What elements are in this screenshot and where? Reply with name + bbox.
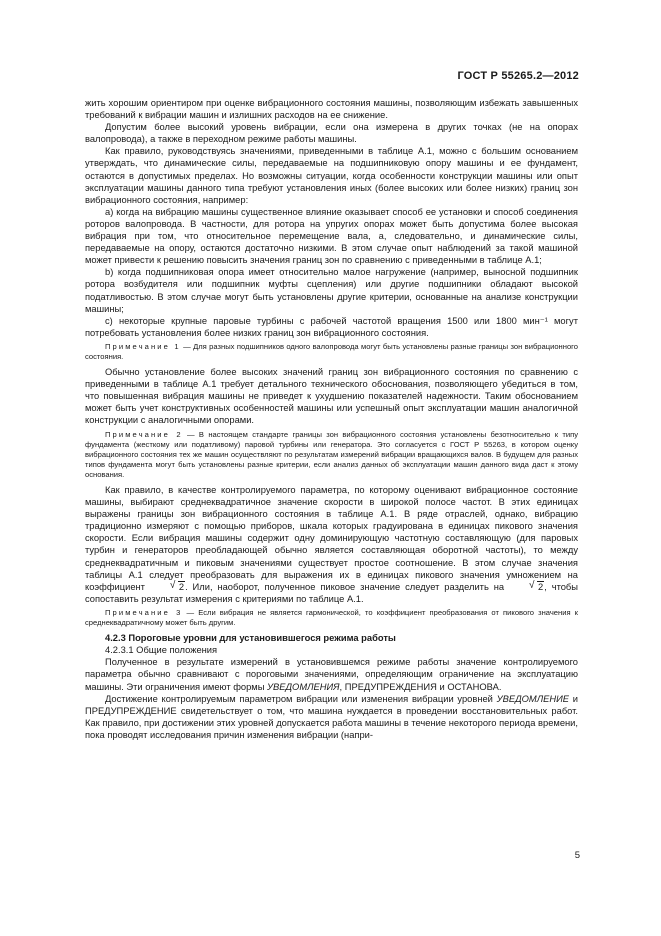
paragraph-text: Как правило, в качестве контролируемого параметра, по которому оценивают вибрационное состояние машины, выбирают среднеквадратичное значение скорости в широкой полосе частот. В этих единицах выражены границы зон вибрационного состояния в таблице А.1. В ряде отраслей, однако, вибрацию традиционно измеряют с помощью приборов, шкала которых градуирована в единицах пикового значения скорости. Если вибрация машины содержит одну доминирующую частотную составляющую (для паровых турбин и генераторов преобладающей обычно является составляющая оборотной частоты), то между среднеквадратичным и пиковым значениями существует простое соотношение. В этом случае значения таблицы А.1 следует преобразовать для выражения их в единицах пикового значения умножением на коэффициент	[85, 485, 578, 592]
paragraph-text: и	[436, 681, 448, 692]
sqrt-argument: 2	[178, 581, 185, 592]
paragraph-text: .	[498, 681, 502, 692]
paragraph: Обычно установление более высоких значений границ зон вибрационного состояния по сравнению с приведенными в таблице А.1 требует детального технического обоснования, позволяющего убедиться в том, что повышенная вибрация машины не приведет к ухудшению показателей надежности. Таким обоснованием может быть учет конструктивных особенностей машины или успешный опыт эксплуатации машин аналогичной конструкции с аналогичными опорами.	[85, 367, 578, 426]
sqrt-argument: 2	[538, 581, 544, 592]
list-item: с) некоторые крупные паровые турбины с рабочей частотой вращения 1500 или 1800 мин⁻¹ могут потребовать установления более низких границ зон вибрационного состояния.	[85, 315, 578, 338]
note-label: Примечание 3	[105, 607, 183, 617]
note	[85, 430, 578, 480]
paragraph-text: свидетельствует о том, что машина нуждается в проведении восстановительных работ. Как правило, при достижении этих уровней допускается работа машины в течение некоторого периода времени, пока проводят исследования причин изменения вибрации (напри-	[85, 705, 578, 740]
sqrt-symbol	[509, 581, 544, 593]
list-item: b) когда подшипниковая опора имеет относительно малое нагружение (например, выносной подшипник ротора возбудителя или подшипник муфты сцепления) или другие подшипники обладают высокой податливостью. В этом случае могут быть установлены другие критерии, основанные на анализе конструкции машины;	[85, 267, 578, 314]
paragraph-text: . Или, наоборот, полученное пиковое значение следует разделить на	[185, 581, 509, 592]
term-warning: ПРЕДУПРЕЖДЕНИЯ	[344, 681, 437, 692]
paragraph: Допустим более высокий уровень вибрации, если она измерена в других точках (не на опорах валопровода), а также в переходном режиме работы машины.	[85, 122, 578, 145]
paragraph-text: Достижение контролируемым параметром вибрации или изменения вибрации уровней	[105, 693, 497, 704]
paragraph-text: , чтобы сопоставить результат измерения с критериями по таблице А.1.	[85, 581, 579, 604]
note-text: — Если вибрация не является гармонической, то коэффициент преобразования от пикового значения к среднеквадратичному может быть другим.	[85, 607, 578, 628]
term-notice: УВЕДОМЛЕНИЕ	[496, 693, 570, 704]
page-body	[85, 97, 578, 741]
paragraph-text: и	[569, 693, 578, 704]
subsection-heading: 4.2.3.1 Общие положения	[105, 645, 218, 656]
paragraph: Как правило, руководствуясь значениями, приведенными в таблице А.1, можно с большим основанием утверждать, что динамические силы, передаваемые на подшипниковую опору машины и ее фундамент, остаются в допустимых пределах. Но возможны ситуации, когда особенности конструкции машины или опыт эксплуатации машины данного типа требуют установления иных (более высоких или более низких) границ зон вибрационного состояния, например:	[85, 146, 578, 205]
section-heading: 4.2.3 Пороговые уровни для установившегося режима работы	[105, 633, 396, 644]
note	[85, 608, 578, 628]
note-label: Примечание 1	[105, 341, 181, 351]
document-header: ГОСТ Р 55265.2—2012	[457, 70, 579, 82]
list-item: а) когда на вибрацию машины существенное влияние оказывает способ ее установки и способ соединения роторов валопровода. В частности, для ротора на упругих опорах может быть допустима более высокая вибрация при том, что относительное перемещение вала, а, следовательно, и динамические силы, передаваемые на опору, остаются достаточно низкими. В этом случае опыт наблюдений за такой машиной может привести к решению повысить значения границ зон по сравнению с приведенными в таблице А.1;	[85, 206, 578, 266]
term-stop: ОСТАНОВА	[447, 681, 499, 692]
paragraph: жить хорошим ориентиром при оценке вибрационного состояния машины, позволяющим избежать завышенных требований к вибрации машин и излишних расходов на ее снижение.	[85, 98, 578, 121]
radical-icon: √	[529, 579, 535, 591]
term-notice: УВЕДОМЛЕНИЯ	[267, 681, 340, 692]
radical-icon: √	[169, 579, 176, 591]
sqrt-symbol	[150, 581, 185, 593]
term-warning: ПРЕДУПРЕЖДЕНИЕ	[85, 705, 177, 716]
note-label: Примечание 2	[105, 429, 183, 439]
note	[85, 342, 578, 362]
note-text: — Для разных подшипников одного валопровода могут быть установлены разные границы зон вибрационного состояния.	[85, 341, 578, 361]
paragraph-text: Полученное в результате измерений в установившемся режиме работы значение контролируемого параметра обычно сравнивают с пороговыми значениями, определяющим ограничение на эксплуатацию машины. Эти ограничения имеют формы	[85, 657, 578, 692]
note-text: — В настоящем стандарте границы зон вибрационного состояния установлены безотносительно к типу фундамента (жесткому или податливому) паровой турбины или генератора. Это согласуется с ГОСТ Р 55263, в котором оценку вибрационного состояния тех же машин осуществляют по результатам измерений вибрации вращающихся валов. В будущем для разных типов фундамента могут быть установлены разные критерии, если анализ данных об эксплуатации машин данного вида даст к этому основания.	[85, 429, 578, 479]
paragraph	[85, 484, 578, 605]
paragraph-text: ,	[339, 681, 345, 692]
page-number: 5	[574, 850, 580, 861]
paragraph	[85, 693, 578, 741]
paragraph	[85, 656, 578, 692]
